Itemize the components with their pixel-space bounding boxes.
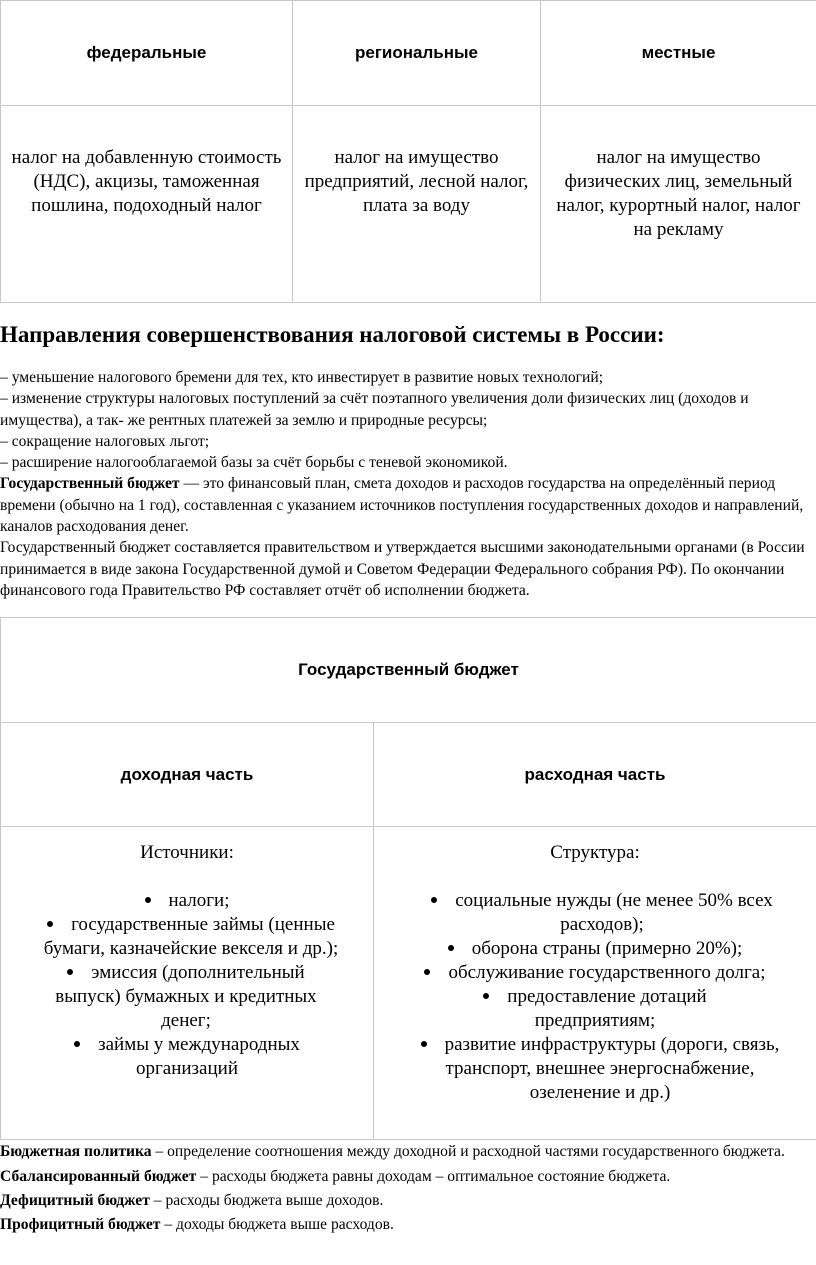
- list-item: [1, 889, 373, 913]
- expense-header: расходная часть: [374, 723, 816, 827]
- bullet-icon: [421, 1041, 427, 1047]
- list-item: [374, 937, 816, 961]
- definition-term: Бюджетная политика: [0, 1143, 152, 1160]
- definition-text: – расходы бюджета выше доходов.: [149, 1192, 384, 1209]
- section-heading: Направления совершенствования налоговой системы в России:: [0, 322, 665, 347]
- definition-text: – определение соотношения между доходной и расходной частями государственного бюджета.: [151, 1143, 785, 1160]
- bullet-icon: [67, 969, 73, 975]
- income-list: [1, 889, 373, 1081]
- list-item-text: государственные займы (ценные бумаги, казначейские векселя и др.);: [43, 914, 339, 959]
- definition-item: [0, 1165, 816, 1189]
- definition-item: [0, 1189, 816, 1213]
- header-regional: региональные: [293, 1, 541, 106]
- regional-taxes-cell: налог на имущество предприятий, лесной налог, плата за воду: [293, 106, 541, 303]
- local-taxes-cell: налог на имущество физических лиц, земельный налог, курортный налог, налог на рекламу: [541, 106, 816, 303]
- bullet-icon: [424, 969, 430, 975]
- definition-term: Сбалансированный бюджет: [0, 1168, 197, 1185]
- tax-levels-body-row: [1, 106, 816, 303]
- federal-taxes-cell: налог на добавленную стоимость (НДС), акцизы, таможенная пошлина, подоходный налог: [1, 106, 293, 303]
- header-local: местные: [541, 1, 816, 106]
- bullet-icon: [483, 993, 489, 999]
- list-item-text: предоставление дотаций предприятиям;: [507, 986, 707, 1031]
- budget-title-row: [1, 618, 816, 723]
- budget-term: Государственный бюджет: [0, 475, 180, 493]
- list-item: [1, 1033, 373, 1081]
- list-item: [374, 1033, 816, 1105]
- budget-definition: [0, 473, 816, 537]
- definitions: [0, 1141, 816, 1237]
- definition-item: [0, 1213, 816, 1237]
- list-item: [374, 985, 816, 1033]
- budget-lists-row: [1, 827, 816, 1140]
- list-item-text: социальные нужды (не менее 50% всех расходов);: [455, 890, 773, 935]
- tax-levels-header-row: [1, 1, 816, 106]
- direction-item: – изменение структуры налоговых поступлений за счёт поэтапного увеличения доли физических лиц (доходов и имущества), а так- же рентных платежей за землю и природные ресурсы;: [0, 390, 749, 429]
- list-item: [374, 889, 816, 937]
- income-label: Источники:: [140, 842, 234, 863]
- list-item-text: эмиссия (дополнительный выпуск) бумажных и кредитных денег;: [55, 962, 317, 1031]
- bullet-icon: [431, 897, 437, 903]
- direction-item: – уменьшение налогового бремени для тех, кто инвестирует в развитие новых технологий;: [0, 369, 604, 386]
- bullet-icon: [448, 945, 454, 951]
- expense-list: [374, 889, 816, 1105]
- budget-parts-row: [1, 723, 816, 827]
- definition-text: – расходы бюджета равны доходам – оптимальное состояние бюджета.: [196, 1168, 671, 1185]
- definition-text: – доходы бюджета выше расходов.: [160, 1216, 394, 1233]
- expense-cell: [374, 827, 816, 1140]
- bullet-icon: [145, 897, 151, 903]
- list-item-text: развитие инфраструктуры (дороги, связь, транспорт, внешнее энергоснабжение, озеленение и др.): [444, 1034, 780, 1103]
- body-text: [0, 367, 816, 601]
- list-item: [374, 961, 816, 985]
- tax-levels-table: [0, 0, 816, 303]
- list-item-text: оборона страны (примерно 20%);: [471, 938, 743, 959]
- budget-table-title: Государственный бюджет: [1, 618, 816, 723]
- definition-term: Профицитный бюджет: [0, 1216, 161, 1233]
- list-item-text: займы у международных организаций: [98, 1034, 300, 1079]
- list-item: [1, 961, 373, 1033]
- list-item-text: обслуживание государственного долга;: [448, 962, 766, 983]
- direction-item: – расширение налогооблагаемой базы за счёт борьбы с теневой экономикой.: [0, 454, 508, 472]
- income-header: доходная часть: [1, 723, 374, 827]
- header-federal: федеральные: [1, 1, 293, 106]
- bullet-icon: [47, 921, 53, 927]
- definition-item: [0, 1141, 816, 1162]
- list-item-text: налоги;: [168, 890, 230, 911]
- budget-table: [0, 617, 816, 1140]
- expense-label: Структура:: [550, 842, 640, 863]
- bullet-icon: [74, 1041, 80, 1047]
- income-cell: [1, 827, 374, 1140]
- list-item: [1, 913, 373, 961]
- budget-definition-text: — это финансовый план, смета доходов и расходов государства на определённый период времени (обычно на 1 год), составленная с указанием источников поступления государственных доходов и направлений, каналов расходования денег.: [0, 475, 804, 536]
- definition-term: Дефицитный бюджет: [0, 1192, 150, 1209]
- direction-item: – сокращение налоговых льгот;: [0, 432, 210, 450]
- budget-adoption: Государственный бюджет составляется правительством и утверждается высшими законодательными органами (в России принимается в виде закона Государственной думой и Советом Федерации Федерального собрания РФ). По окончании финансового года Правительство РФ составляет отчёт об исполнении бюджета.: [0, 539, 805, 599]
